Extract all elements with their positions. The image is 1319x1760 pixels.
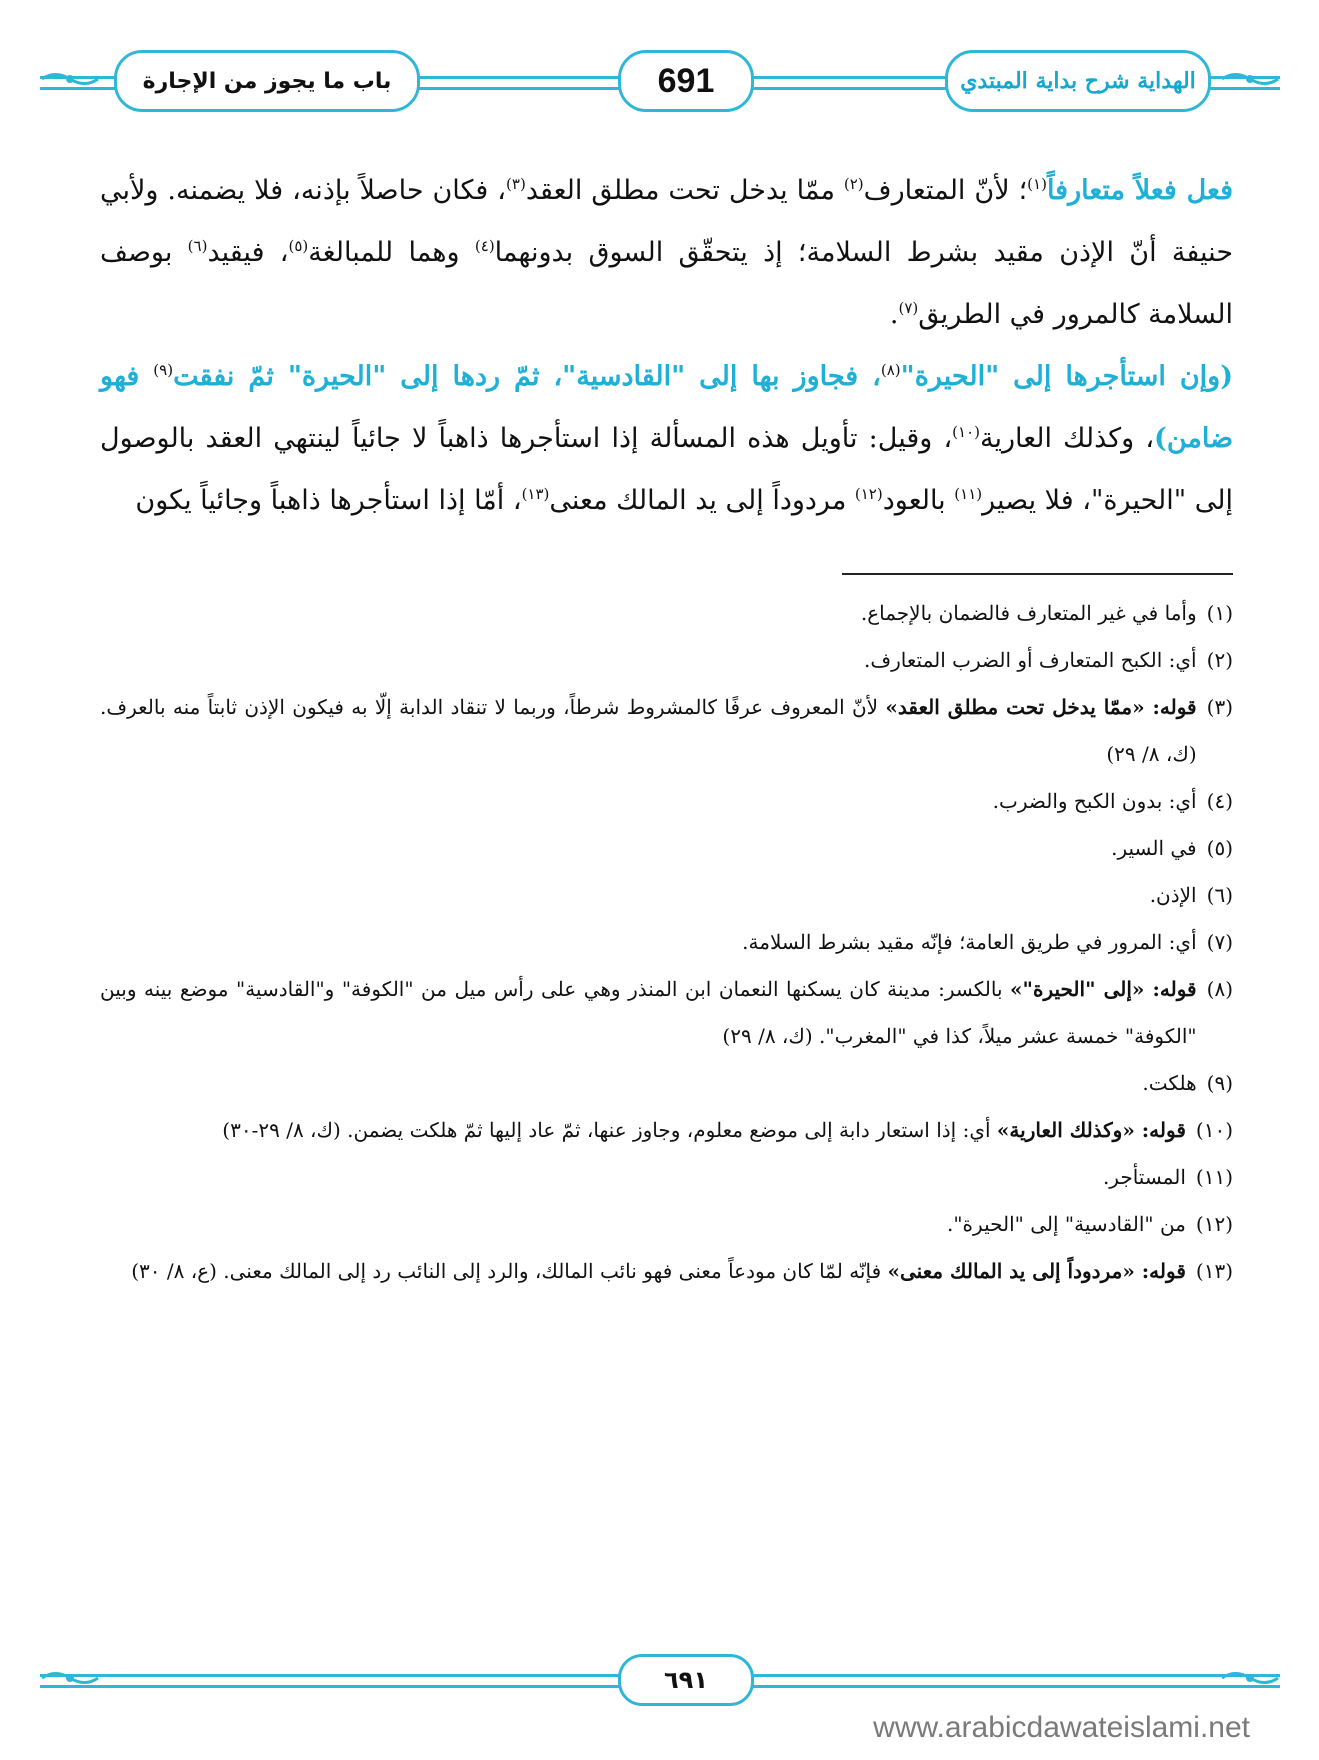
footnote-text [100,637,1197,684]
footnote-ref[interactable]: (١٣) [521,485,550,503]
footnote-number: (٥) [1206,836,1233,860]
footnote-text [100,684,1197,778]
matn-text: ، فجاوز بها إلى "القادسية"، ثمّ ردها إلى "الحيرة" ثمّ نفقت [173,361,881,392]
footnote-number: (١٠) [1195,1118,1233,1142]
quoted-phrase: قوله: «ممّا يدخل تحت مطلق العقد» [885,695,1197,719]
footnote-body: هلكت. [1142,1071,1197,1095]
quoted-phrase: قوله: «إلى "الحيرة"» [1010,977,1197,1001]
quoted-phrase: قوله: «مردوداً إلى يد المالك معنى» [887,1259,1186,1283]
quoted-phrase: قوله: «وكذلك العارية» [996,1118,1186,1142]
footnote-number: (٩) [1206,1071,1233,1095]
footnote-number: (٨) [1206,977,1233,1001]
commentary-text: بالعود [882,485,955,516]
footnotes [100,590,1233,1295]
footnote-number: (١٣) [1195,1259,1233,1283]
footnote-text [100,590,1197,637]
footnote-number: (١٢) [1195,1212,1233,1236]
paragraph [100,346,1233,532]
footnote-body: أي: بدون الكبح والضرب. [992,789,1197,813]
footnote [100,966,1233,1060]
footnote-body: أي: الكبح المتعارف أو الضرب المتعارف. [864,648,1197,672]
ornament-icon [1220,68,1280,90]
commentary-text: وهما للمبالغة [308,237,475,268]
footnote-separator [842,573,1233,575]
footnote-text [100,1248,1186,1295]
footnote-ref[interactable]: (٢) [843,175,864,193]
matn-text: فعل فعلاً متعارفاً [1046,175,1233,206]
main-text [100,160,1233,532]
footnote-ref[interactable]: (٤) [474,237,495,255]
matn-text: فهو ضامن) [100,361,1233,454]
footnote [100,1154,1233,1201]
footnote-text [100,1107,1186,1154]
commentary-text: ، فيقيد [207,237,289,268]
page-header [40,40,1280,120]
footnote-body: الإذن. [1149,883,1197,907]
footnote-number: (١) [1206,601,1233,625]
commentary-text: ، أمّا إذا استأجرها ذاهباً وجائياً يكون [135,485,522,516]
book-title-box [945,50,1211,112]
footnote-ref[interactable]: (٨) [880,361,901,379]
commentary-text: مردوداً إلى يد المالك معنى [549,485,855,516]
matn-text: (وإن استأجرها إلى "الحيرة" [900,361,1233,392]
footnote [100,825,1233,872]
footnote-text [100,1060,1197,1107]
chapter-title-box [114,50,420,112]
footnote-number: (١١) [1195,1165,1233,1189]
footnote-ref[interactable]: (٦) [187,237,208,255]
footnote-text [100,966,1197,1060]
ornament-icon [1220,1667,1280,1689]
footnote-number: (٦) [1206,883,1233,907]
footnote-body: من "القادسية" إلى "الحيرة". [947,1212,1186,1236]
commentary-text: ، وكذلك العارية [980,423,1155,454]
footnote-body: المستأجر. [1102,1165,1186,1189]
footnote [100,778,1233,825]
footnote [100,919,1233,966]
footnote-number: (٤) [1206,789,1233,813]
page-number: 691 [657,61,715,100]
ornament-icon [40,68,100,90]
footnote-body: أي: المرور في طريق العامة؛ فإنّه مقيد بشرط السلامة. [742,930,1197,954]
footnote-ref[interactable]: (٣) [506,175,526,193]
footnote-ref[interactable]: (٩) [153,361,174,379]
footnote-text [100,1201,1186,1248]
footnote [100,1107,1233,1154]
footnote-ref[interactable]: (٧) [898,299,919,317]
footnote-ref[interactable]: (١١) [954,485,983,503]
page-number-box [618,50,754,112]
footnote [100,637,1233,684]
footer-page-number-box [618,1654,754,1706]
footnote-number: (٧) [1206,930,1233,954]
commentary-text: بوصف السلامة كالمرور في الطريق [100,237,1233,330]
footnote-ref[interactable]: (٥) [288,237,309,255]
footnote-ref[interactable]: (١٢) [854,485,883,503]
page-footer [40,1648,1280,1708]
ornament-icon [40,1667,100,1689]
footnote [100,1248,1233,1295]
footnote-text [100,1154,1186,1201]
commentary-text: ممّا يدخل تحت مطلق العقد [525,175,844,206]
footnote [100,590,1233,637]
footnote [100,1201,1233,1248]
commentary-text: . [889,299,899,330]
chapter-title: باب ما يجوز من الإجارة [142,68,392,94]
website-link[interactable]: www.arabicdawateislami.net [873,1711,1250,1744]
commentary-text: ؛ لأنّ المتعارف [863,175,1028,206]
footnote-number: (٣) [1206,695,1233,719]
book-title: الهداية شرح بداية المبتدي [960,68,1196,94]
footnote-body: في السير. [1111,836,1197,860]
footnote-text [100,825,1197,872]
footnote-body: لأنّ المعروف عرفًا كالمشروط شرطاً، وربما لا تنقاد الدابة إلّا به فيكون الإذن ثابتاً منه بالعرف. (ك، ٨/ ٢٩) [100,695,1197,766]
footnote-ref[interactable]: (١٠) [952,423,980,441]
footnote-text [100,778,1197,825]
commentary-text: ، وقيل: تأويل هذه المسألة إذا استأجرها ذاهباً لا جائياً لينتهي العقد بالوصول إلى "الحيرة"، فلا يصير [100,423,1233,516]
footnote-text [100,919,1197,966]
footnote-body: أي: إذا استعار دابة إلى موضع معلوم، وجاوز عنها، ثمّ عاد إليها ثمّ هلكت يضمن. (ك، ٨/ ٢٩-٣٠) [222,1118,997,1142]
footnote-text [100,872,1197,919]
paragraph [100,160,1233,346]
footnote-body: فإنّه لمّا كان مودعاً معنى فهو نائب المالك، والرد إلى النائب رد إلى المالك معنى. (ع، ٨/ ٣٠) [131,1259,888,1283]
footer-page-number: ٦٩١ [664,1666,708,1694]
footnote-body: بالكسر: مدينة كان يسكنها النعمان ابن المنذر وهي على رأس ميل من "الكوفة" و"القادسية" موضع بينه وبين "الكوفة" خمسة عشر ميلاً، كذا في "المغرب". (ك، ٨/ ٢٩) [100,977,1197,1048]
commentary-text: ، فكان حاصلاً بإذنه، فلا يضمنه. ولأبي حنيفة أنّ الإذن مقيد بشرط السلامة؛ إذ يتحقّق السوق بدونهما [100,175,1234,268]
footnote-number: (٢) [1206,648,1233,672]
footnote-ref[interactable]: (١) [1027,175,1047,193]
footnote-body: وأما في غير المتعارف فالضمان بالإجماع. [860,601,1197,625]
footnote [100,872,1233,919]
footnote [100,684,1233,778]
footnote [100,1060,1233,1107]
